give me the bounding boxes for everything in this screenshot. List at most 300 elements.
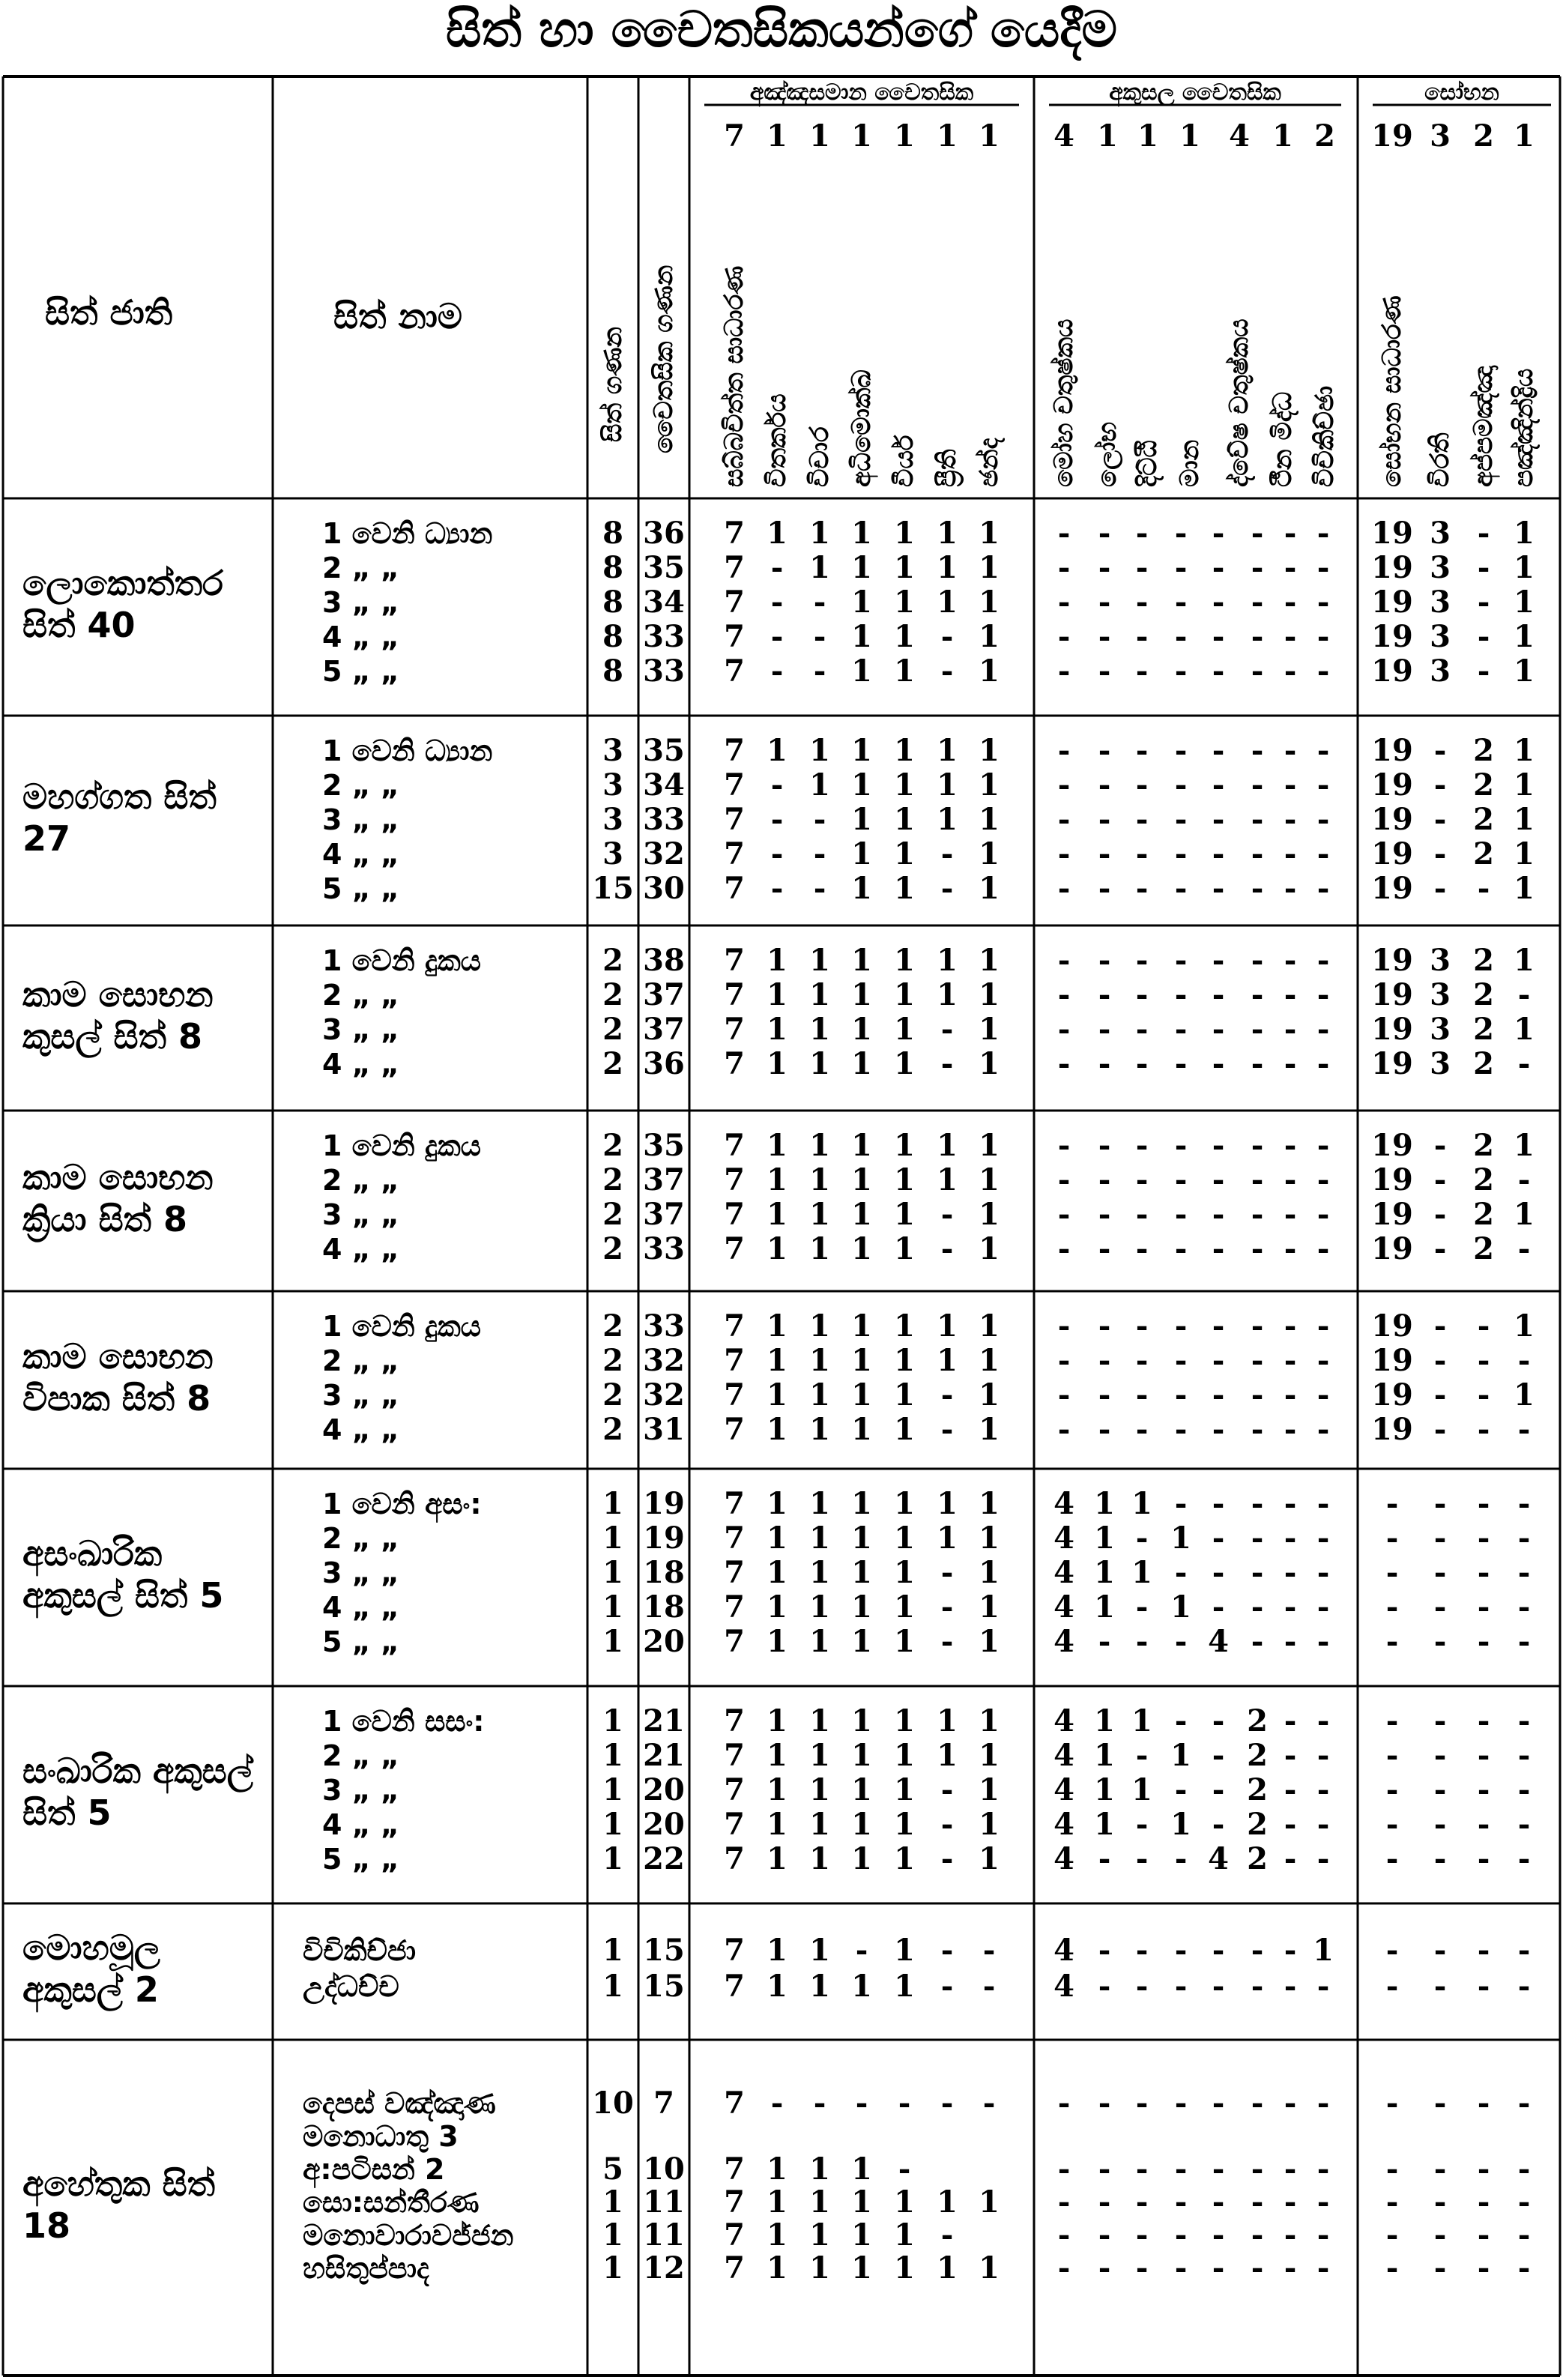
cell-annasamana: 1 xyxy=(851,1841,872,1876)
cell-sobhana: - xyxy=(1385,1807,1399,1842)
cell-akusala: - xyxy=(1098,1231,1111,1266)
cell-sobhana: - xyxy=(1517,1841,1531,1876)
cell-annasamana: 1 xyxy=(979,871,1000,906)
cell-akusala: - xyxy=(1135,1231,1149,1266)
cell-akusala: - xyxy=(1135,1841,1149,1876)
cell-akusala: - xyxy=(1098,2085,1111,2121)
cell-annasamana: 1 xyxy=(937,1520,958,1556)
cell-akusala: - xyxy=(1284,1412,1297,1447)
cell-annasamana: 1 xyxy=(851,871,872,906)
column-header: වීර්ය xyxy=(889,435,919,487)
row-sit-nama: විචිකිච්ජා xyxy=(303,1934,417,1967)
cell-akusala: - xyxy=(1174,836,1188,872)
cell-akusala: - xyxy=(1284,1738,1297,1773)
cell-sobhana: - xyxy=(1433,1555,1447,1590)
cell-akusala: - xyxy=(1174,2151,1188,2187)
cell-akusala: 1 xyxy=(1094,1555,1115,1590)
cell-akusala: - xyxy=(1316,1486,1330,1521)
row-sit-ganana: 2 xyxy=(602,1046,623,1081)
cell-akusala: - xyxy=(1212,1046,1225,1081)
cell-akusala: 4 xyxy=(1208,1624,1229,1659)
cell-akusala: - xyxy=(1135,1807,1149,1842)
cell-annasamana: 1 xyxy=(851,1624,872,1659)
cell-annasamana: 7 xyxy=(724,733,745,768)
cell-akusala: - xyxy=(1174,977,1188,1012)
cell-akusala: - xyxy=(1098,2184,1111,2220)
cell-akusala: - xyxy=(1284,2250,1297,2286)
cell-akusala: - xyxy=(1135,1738,1149,1773)
cell-sobhana: 19 xyxy=(1371,1412,1413,1447)
cell-annasamana: 1 xyxy=(809,977,830,1012)
cell-akusala: 1 xyxy=(1094,1738,1115,1773)
cell-akusala: - xyxy=(1135,1012,1149,1047)
cell-annasamana: 1 xyxy=(851,1162,872,1197)
cell-akusala: - xyxy=(1251,550,1264,585)
cell-akusala: - xyxy=(1251,1377,1264,1413)
cell-akusala: - xyxy=(1098,977,1111,1012)
row-chaitasika-ganana: 35 xyxy=(643,550,685,585)
cell-akusala: - xyxy=(1135,733,1149,768)
row-chaitasika-ganana: 15 xyxy=(643,1933,685,1968)
cell-sobhana: - xyxy=(1517,1162,1531,1197)
cell-sobhana: - xyxy=(1477,1412,1490,1447)
cell-sobhana: 3 xyxy=(1430,1012,1451,1047)
cell-annasamana: 7 xyxy=(724,1772,745,1807)
row-chaitasika-ganana: 35 xyxy=(643,733,685,768)
cell-sobhana: - xyxy=(1433,1308,1447,1344)
cell-akusala: - xyxy=(1174,1377,1188,1413)
cell-annasamana: - xyxy=(940,1841,954,1876)
cell-akusala: - xyxy=(1316,977,1330,1012)
cell-akusala: - xyxy=(1135,802,1149,837)
cell-sobhana: - xyxy=(1433,1486,1447,1521)
cell-akusala: - xyxy=(1284,1046,1297,1081)
cell-sobhana: - xyxy=(1433,1624,1447,1659)
cell-akusala: - xyxy=(1251,1162,1264,1197)
header-sit-nama: සිත් නාම xyxy=(333,296,463,336)
cell-akusala: - xyxy=(1316,1841,1330,1876)
row-sit-nama: 4 „ „ xyxy=(322,1808,399,1841)
cell-annasamana: 1 xyxy=(979,1703,1000,1739)
cell-akusala: - xyxy=(1212,1738,1225,1773)
cell-annasamana: 1 xyxy=(809,1377,830,1413)
column-header: විචාර xyxy=(805,426,835,487)
cell-annasamana: 1 xyxy=(937,802,958,837)
cell-annasamana: - xyxy=(940,1012,954,1047)
cell-annasamana: 7 xyxy=(724,1012,745,1047)
cell-annasamana: 1 xyxy=(809,2184,830,2220)
cell-akusala: - xyxy=(1098,2217,1111,2253)
cell-akusala: - xyxy=(1135,1624,1149,1659)
cell-sobhana: 19 xyxy=(1371,619,1413,654)
row-chaitasika-ganana: 34 xyxy=(643,585,685,620)
group-count: 2 xyxy=(1314,118,1335,154)
cell-akusala: - xyxy=(1135,2184,1149,2220)
cell-sobhana: - xyxy=(1477,1377,1490,1413)
cell-akusala: - xyxy=(1098,1412,1111,1447)
cell-annasamana: 1 xyxy=(767,943,787,978)
section-sit-jati: අසංඛාරික අකුසල් සිත් 5 xyxy=(22,1533,224,1616)
cell-akusala: - xyxy=(1057,2250,1071,2286)
cell-sobhana: - xyxy=(1517,2151,1531,2187)
cell-sobhana: 1 xyxy=(1514,802,1535,837)
cell-akusala: - xyxy=(1251,871,1264,906)
cell-annasamana: 1 xyxy=(937,1486,958,1521)
cell-annasamana: 1 xyxy=(979,1197,1000,1232)
cell-akusala: - xyxy=(1174,550,1188,585)
cell-sobhana: - xyxy=(1433,1162,1447,1197)
cell-annasamana: - xyxy=(940,2085,954,2121)
cell-annasamana: 1 xyxy=(894,1520,915,1556)
cell-akusala: - xyxy=(1316,1772,1330,1807)
cell-akusala: - xyxy=(1284,585,1297,620)
cell-akusala: - xyxy=(1251,619,1264,654)
cell-akusala: - xyxy=(1316,1012,1330,1047)
cell-sobhana: - xyxy=(1385,2184,1399,2220)
row-chaitasika-ganana: 19 xyxy=(643,1520,685,1556)
cell-akusala: 4 xyxy=(1053,1555,1074,1590)
row-chaitasika-ganana: 37 xyxy=(643,1012,685,1047)
cell-annasamana: 1 xyxy=(809,2250,830,2286)
cell-sobhana: 2 xyxy=(1473,1012,1494,1047)
row-sit-nama: 4 „ „ xyxy=(322,1233,399,1266)
cell-sobhana: - xyxy=(1385,1589,1399,1625)
header-sit-ganana: සිත් ගණන xyxy=(598,327,628,442)
cell-akusala: - xyxy=(1057,516,1071,551)
row-sit-ganana: 3 xyxy=(602,733,623,768)
cell-akusala: - xyxy=(1174,1772,1188,1807)
cell-annasamana: 1 xyxy=(979,1012,1000,1047)
cell-akusala: 2 xyxy=(1247,1738,1268,1773)
cell-sobhana: - xyxy=(1433,1933,1447,1968)
cell-akusala: 2 xyxy=(1247,1841,1268,1876)
row-chaitasika-ganana: 18 xyxy=(643,1555,685,1590)
cell-akusala: - xyxy=(1212,1128,1225,1163)
cell-annasamana: 1 xyxy=(894,619,915,654)
cell-sobhana: 1 xyxy=(1514,1377,1535,1413)
row-sit-nama: 3 „ „ xyxy=(322,1774,399,1807)
cell-annasamana: 1 xyxy=(979,619,1000,654)
cell-akusala: - xyxy=(1057,2151,1071,2187)
cell-sobhana: 1 xyxy=(1514,733,1535,768)
cell-akusala: - xyxy=(1098,550,1111,585)
cell-annasamana: 1 xyxy=(767,1555,787,1590)
row-sit-nama: අ:පටිසන් 2 xyxy=(303,2153,445,2186)
cell-akusala: - xyxy=(1057,1308,1071,1344)
cell-akusala: - xyxy=(1135,977,1149,1012)
row-sit-nama: 1 වෙනි ධ්‍යාන xyxy=(322,517,493,550)
cell-sobhana: - xyxy=(1477,2085,1490,2121)
page-title: සිත් හා චෛතසිකයන්ගේ යෙදීම xyxy=(445,1,1118,58)
row-sit-nama: 5 „ „ xyxy=(322,1625,399,1658)
cell-annasamana: 1 xyxy=(767,1841,787,1876)
cell-akusala: - xyxy=(1316,767,1330,803)
cell-sobhana: - xyxy=(1433,1343,1447,1378)
row-sit-ganana: 1 xyxy=(602,1738,623,1773)
cell-akusala: - xyxy=(1212,1012,1225,1047)
cell-annasamana: 7 xyxy=(724,1703,745,1739)
cell-akusala: - xyxy=(1135,1520,1149,1556)
cell-sobhana: - xyxy=(1517,2217,1531,2253)
row-sit-nama: 3 „ „ xyxy=(322,1556,399,1589)
cell-akusala: - xyxy=(1098,1624,1111,1659)
cell-annasamana: 7 xyxy=(724,977,745,1012)
cell-sobhana: - xyxy=(1433,1738,1447,1773)
row-sit-ganana: 1 xyxy=(602,1589,623,1625)
cell-akusala: - xyxy=(1174,1343,1188,1378)
column-header: සෝභන සාධාරණ xyxy=(1377,295,1407,487)
row-chaitasika-ganana: 33 xyxy=(643,653,685,689)
cell-annasamana: 1 xyxy=(894,2250,915,2286)
cell-akusala: - xyxy=(1212,2217,1225,2253)
cell-akusala: 4 xyxy=(1053,1520,1074,1556)
cell-annasamana: 1 xyxy=(767,1969,787,2004)
cell-akusala: - xyxy=(1135,2217,1149,2253)
cell-annasamana: 1 xyxy=(979,516,1000,551)
cell-akusala: - xyxy=(1098,585,1111,620)
cell-annasamana: 1 xyxy=(979,1412,1000,1447)
row-sit-ganana: 2 xyxy=(602,1162,623,1197)
cell-sobhana: 1 xyxy=(1514,1012,1535,1047)
cell-sobhana: - xyxy=(1477,2217,1490,2253)
row-chaitasika-ganana: 32 xyxy=(643,836,685,872)
row-sit-nama: 5 „ „ xyxy=(322,872,399,905)
cell-sobhana: 1 xyxy=(1514,619,1535,654)
cell-sobhana: 3 xyxy=(1430,516,1451,551)
cell-akusala: - xyxy=(1135,1589,1149,1625)
cell-akusala: - xyxy=(1316,1197,1330,1232)
cell-annasamana: 1 xyxy=(979,1128,1000,1163)
cell-annasamana: 1 xyxy=(851,1520,872,1556)
cell-sobhana: 2 xyxy=(1473,733,1494,768)
cell-annasamana: 7 xyxy=(724,871,745,906)
cell-annasamana: 1 xyxy=(809,1807,830,1842)
cell-akusala: - xyxy=(1174,1624,1188,1659)
cell-annasamana: 1 xyxy=(979,733,1000,768)
cell-annasamana: - xyxy=(940,1772,954,1807)
cell-akusala: - xyxy=(1284,871,1297,906)
cell-akusala: - xyxy=(1316,1807,1330,1842)
cell-sobhana: 1 xyxy=(1514,516,1535,551)
cell-annasamana: 1 xyxy=(851,1412,872,1447)
row-chaitasika-ganana: 36 xyxy=(643,516,685,551)
row-sit-ganana: 8 xyxy=(602,585,623,620)
cell-akusala: 4 xyxy=(1208,1841,1229,1876)
cell-akusala: - xyxy=(1098,1969,1111,2004)
cell-annasamana: 1 xyxy=(979,1046,1000,1081)
cell-annasamana: 1 xyxy=(894,1807,915,1842)
cell-akusala: - xyxy=(1212,767,1225,803)
cell-annasamana: 1 xyxy=(979,767,1000,803)
cell-annasamana: 1 xyxy=(767,1933,787,1968)
cell-annasamana: 1 xyxy=(851,767,872,803)
cell-akusala: - xyxy=(1212,550,1225,585)
header-sit-jati: සිත් ජාති xyxy=(45,292,173,333)
cell-annasamana: 1 xyxy=(894,943,915,978)
cell-annasamana: 1 xyxy=(767,1377,787,1413)
cell-akusala: - xyxy=(1174,2085,1188,2121)
cell-annasamana: 1 xyxy=(851,1738,872,1773)
cell-annasamana: 1 xyxy=(851,1969,872,2004)
cell-annasamana: 1 xyxy=(767,1343,787,1378)
cell-annasamana: - xyxy=(898,2085,911,2121)
cell-akusala: - xyxy=(1212,2250,1225,2286)
cell-sobhana: - xyxy=(1477,516,1490,551)
cell-annasamana: 1 xyxy=(851,1308,872,1344)
cell-akusala: - xyxy=(1212,1486,1225,1521)
cell-sobhana: 19 xyxy=(1371,1343,1413,1378)
group-count: 1 xyxy=(1514,118,1535,154)
cell-akusala: - xyxy=(1251,1969,1264,2004)
cell-sobhana: - xyxy=(1433,1231,1447,1266)
cell-akusala: - xyxy=(1174,2217,1188,2253)
cell-sobhana: - xyxy=(1517,2085,1531,2121)
group-count: 1 xyxy=(937,118,958,154)
cell-sobhana: 2 xyxy=(1473,767,1494,803)
cell-sobhana: - xyxy=(1517,1624,1531,1659)
cell-annasamana: 1 xyxy=(894,1703,915,1739)
cell-akusala: - xyxy=(1057,619,1071,654)
cell-akusala: - xyxy=(1098,516,1111,551)
cell-annasamana: 1 xyxy=(851,733,872,768)
cell-akusala: - xyxy=(1212,1933,1225,1968)
group-title: සෝභන xyxy=(1424,79,1499,106)
row-sit-ganana: 1 xyxy=(602,1772,623,1807)
row-chaitasika-ganana: 12 xyxy=(643,2250,685,2286)
cell-akusala: - xyxy=(1057,2085,1071,2121)
cell-sobhana: - xyxy=(1433,1377,1447,1413)
cell-annasamana: 1 xyxy=(894,733,915,768)
cell-annasamana: 1 xyxy=(979,1520,1000,1556)
cell-annasamana: 1 xyxy=(767,1807,787,1842)
cell-annasamana: 1 xyxy=(767,1520,787,1556)
cell-sobhana: 19 xyxy=(1371,1308,1413,1344)
cell-sobhana: 1 xyxy=(1514,1197,1535,1232)
cell-akusala: - xyxy=(1316,1412,1330,1447)
cell-akusala: - xyxy=(1212,1520,1225,1556)
cell-annasamana: 1 xyxy=(979,1343,1000,1378)
cell-akusala: - xyxy=(1251,1308,1264,1344)
cell-sobhana: 19 xyxy=(1371,733,1413,768)
cell-annasamana: 7 xyxy=(724,1589,745,1625)
row-sit-ganana: 1 xyxy=(602,1933,623,1968)
cell-annasamana: 1 xyxy=(809,767,830,803)
cell-annasamana: - xyxy=(940,2217,954,2253)
cell-annasamana: 7 xyxy=(724,1412,745,1447)
column-header: මෝහ චතුෂ්කය xyxy=(1049,318,1079,487)
cell-annasamana: 7 xyxy=(724,585,745,620)
cell-annasamana: 1 xyxy=(894,1933,915,1968)
cell-akusala: - xyxy=(1316,585,1330,620)
cell-sobhana: - xyxy=(1433,1969,1447,2004)
cell-annasamana: 1 xyxy=(937,943,958,978)
cell-annasamana: 1 xyxy=(809,1012,830,1047)
row-sit-ganana: 1 xyxy=(602,1555,623,1590)
cell-akusala: - xyxy=(1284,1231,1297,1266)
cell-akusala: - xyxy=(1057,802,1071,837)
cell-akusala: - xyxy=(1057,1412,1071,1447)
row-sit-ganana: 1 xyxy=(602,1486,623,1521)
cell-akusala: - xyxy=(1057,1046,1071,1081)
cell-akusala: - xyxy=(1174,1933,1188,1968)
cell-sobhana: - xyxy=(1517,1703,1531,1739)
cell-annasamana: 1 xyxy=(979,802,1000,837)
cell-annasamana: 1 xyxy=(894,1162,915,1197)
cell-annasamana: 1 xyxy=(809,1589,830,1625)
row-sit-nama: 3 „ „ xyxy=(322,1013,399,1046)
cell-annasamana: - xyxy=(770,653,784,689)
row-chaitasika-ganana: 11 xyxy=(643,2184,685,2220)
group-count: 2 xyxy=(1473,118,1494,154)
cell-akusala: - xyxy=(1174,1162,1188,1197)
row-sit-nama: 4 „ „ xyxy=(322,1413,399,1446)
row-sit-ganana: 15 xyxy=(592,871,634,906)
cell-sobhana: 19 xyxy=(1371,516,1413,551)
cell-annasamana: - xyxy=(770,802,784,837)
cell-annasamana: - xyxy=(770,836,784,872)
row-sit-nama: 1 වෙනි සසං: xyxy=(322,1705,485,1738)
cell-akusala: - xyxy=(1212,1343,1225,1378)
cell-annasamana: 1 xyxy=(851,1486,872,1521)
cell-sobhana: - xyxy=(1477,1841,1490,1876)
cell-annasamana: 7 xyxy=(724,1933,745,1968)
cell-sobhana: 2 xyxy=(1473,1046,1494,1081)
cell-akusala: - xyxy=(1057,1231,1071,1266)
cell-annasamana: 1 xyxy=(851,977,872,1012)
cell-annasamana: 1 xyxy=(809,1231,830,1266)
cell-akusala: - xyxy=(1212,943,1225,978)
cell-sobhana: - xyxy=(1477,1486,1490,1521)
cell-akusala: - xyxy=(1174,1703,1188,1739)
cell-annasamana: 1 xyxy=(894,1841,915,1876)
cell-akusala: - xyxy=(1251,2085,1264,2121)
cell-annasamana: 1 xyxy=(894,836,915,872)
cell-akusala: 4 xyxy=(1053,1933,1074,1968)
column-header: දිට්ඨි xyxy=(1133,440,1163,487)
cell-akusala: 1 xyxy=(1131,1772,1152,1807)
cell-annasamana: 1 xyxy=(894,1412,915,1447)
row-chaitasika-ganana: 32 xyxy=(643,1377,685,1413)
cell-annasamana: 7 xyxy=(724,1231,745,1266)
cell-annasamana: 1 xyxy=(851,1807,872,1842)
cell-akusala: - xyxy=(1098,733,1111,768)
cell-annasamana: 1 xyxy=(894,1624,915,1659)
cell-akusala: - xyxy=(1212,1308,1225,1344)
cell-annasamana: 1 xyxy=(809,1555,830,1590)
cell-annasamana: - xyxy=(940,619,954,654)
row-sit-ganana: 1 xyxy=(602,1703,623,1739)
cell-sobhana: - xyxy=(1517,1486,1531,1521)
cell-annasamana: 1 xyxy=(767,1589,787,1625)
cell-akusala: - xyxy=(1212,1231,1225,1266)
cell-sobhana: - xyxy=(1517,1772,1531,1807)
cell-akusala: - xyxy=(1284,1520,1297,1556)
cell-akusala: - xyxy=(1251,1197,1264,1232)
row-sit-ganana: 10 xyxy=(592,2085,634,2121)
cell-sobhana: - xyxy=(1385,2217,1399,2253)
cell-akusala: - xyxy=(1098,767,1111,803)
cell-sobhana: 19 xyxy=(1371,802,1413,837)
cell-annasamana: 1 xyxy=(894,1197,915,1232)
row-chaitasika-ganana: 30 xyxy=(643,871,685,906)
cell-akusala: - xyxy=(1316,2184,1330,2220)
section-sit-jati: කාම සොභන ක්‍රියා සිත් 8 xyxy=(22,1156,214,1239)
group-count: 1 xyxy=(1272,118,1293,154)
cell-akusala: 1 xyxy=(1094,1520,1115,1556)
cell-akusala: - xyxy=(1316,802,1330,837)
cell-annasamana: 1 xyxy=(809,1738,830,1773)
cell-sobhana: - xyxy=(1517,1046,1531,1081)
